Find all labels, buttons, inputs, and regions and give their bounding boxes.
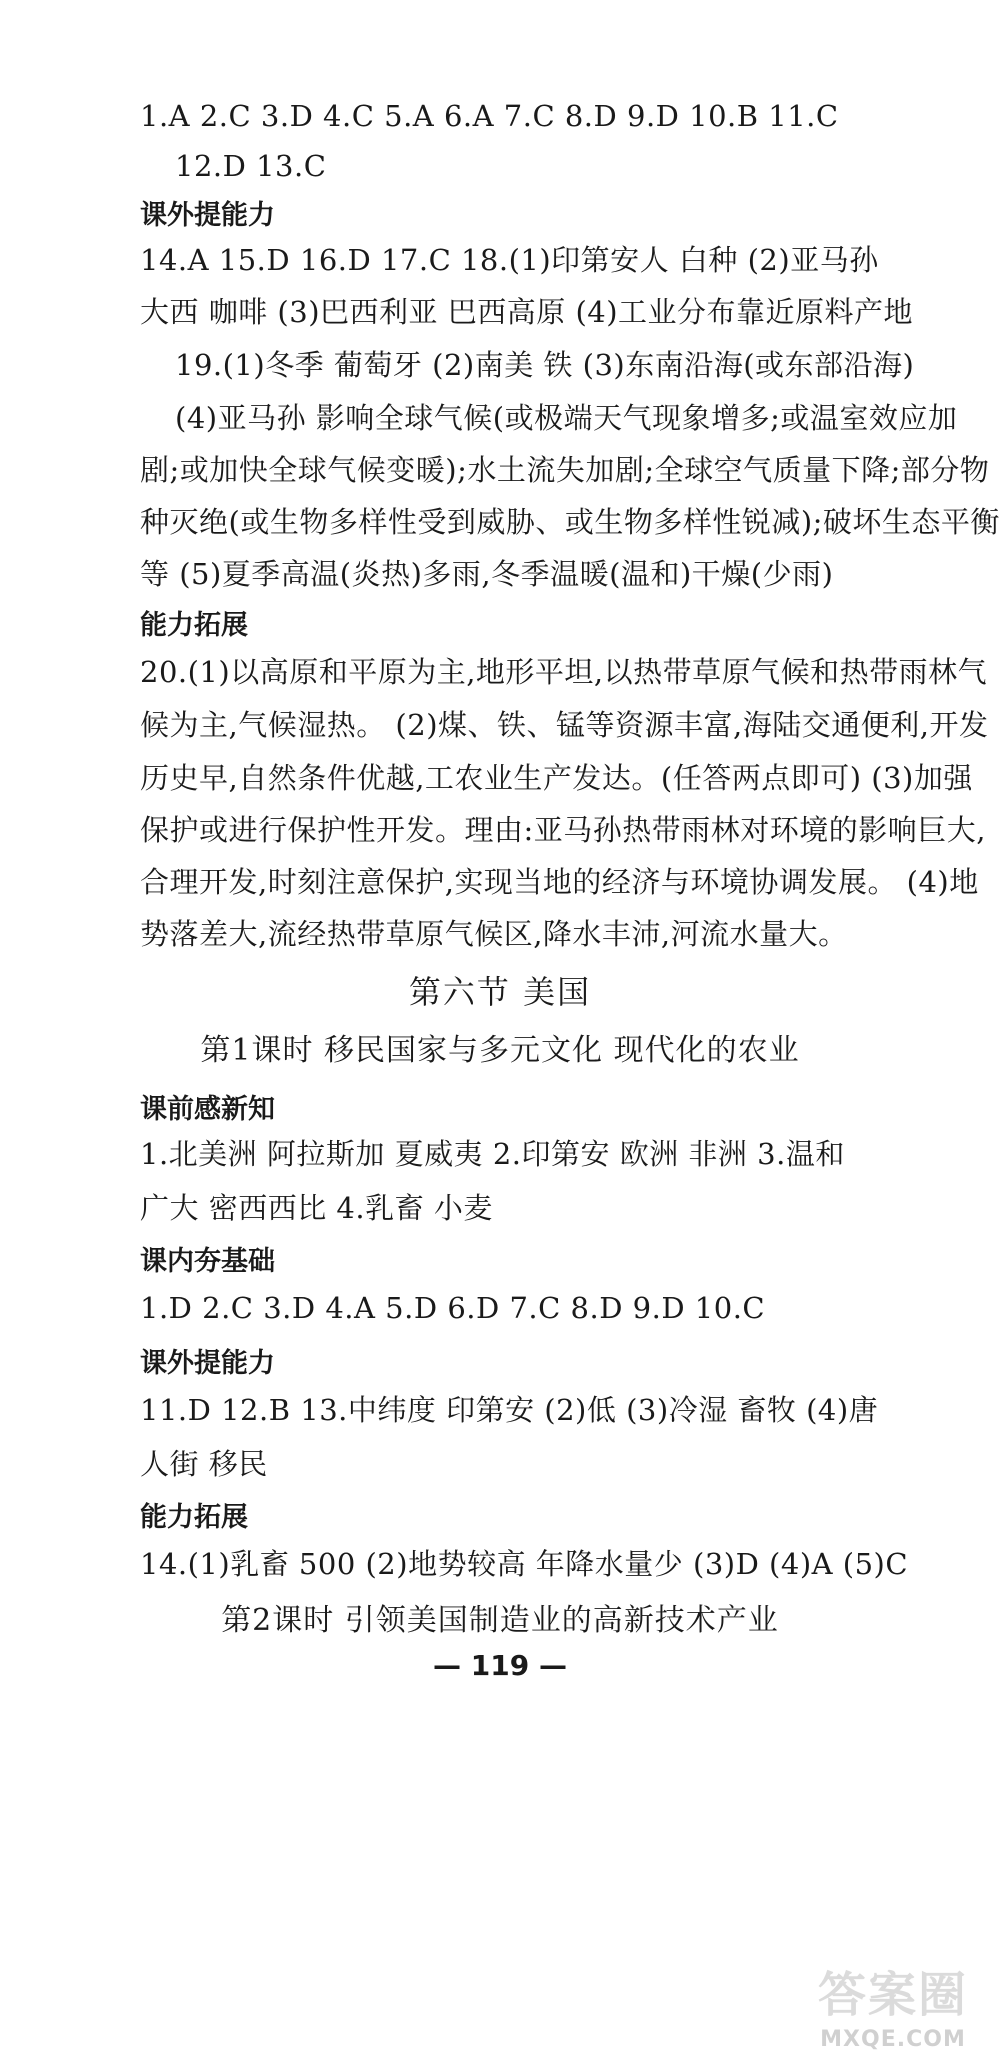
heading-extension-1: 能力拓展 — [140, 610, 248, 641]
answer-line-20: 人街 移民 — [140, 1447, 268, 1481]
answer-line-4: 大西 咖啡 (3)巴西利亚 巴西高原 (4)工业分布靠近原料产地 — [140, 295, 914, 329]
heading-extension-2: 能力拓展 — [140, 1502, 248, 1533]
heading-extra-ability-2: 课外提能力 — [140, 1348, 275, 1379]
answer-line-18: 1.D 2.C 3.D 4.A 5.D 6.D 7.C 8.D 9.D 10.C — [140, 1291, 766, 1325]
answer-line-16: 1.北美洲 阿拉斯加 夏威夷 2.印第安 欧洲 非洲 3.温和 — [140, 1137, 845, 1171]
answer-line-17: 广大 密西西比 4.乳畜 小麦 — [140, 1191, 493, 1225]
page-number: — 119 — — [433, 1649, 567, 1682]
watermark-logo: 答案圈 — [818, 1967, 969, 2023]
answer-line-14: 合理开发,时刻注意保护,实现当地的经济与环境协调发展。 (4)地 — [140, 865, 979, 899]
lesson-2-title: 第2课时 引领美国制造业的高新技术产业 — [221, 1603, 779, 1638]
answer-line-5: 19.(1)冬季 葡萄牙 (2)南美 铁 (3)东南沿海(或东部沿海) — [175, 348, 915, 382]
heading-extra-ability-1: 课外提能力 — [140, 200, 275, 231]
watermark — [808, 1956, 978, 2052]
answer-line-15: 势落差大,流经热带草原气候区,降水丰沛,河流水量大。 — [140, 917, 848, 951]
answer-line-8: 种灭绝(或生物多样性受到威胁、或生物多样性锐减);破坏生态平衡 — [140, 505, 1000, 539]
answer-line-6: (4)亚马孙 影响全球气候(或极端天气现象增多;或温室效应加 — [175, 401, 958, 435]
answer-line-1: 1.A 2.C 3.D 4.C 5.A 6.A 7.C 8.D 9.D 10.B 11.C — [140, 99, 839, 133]
answer-line-2: 12.D 13.C — [175, 149, 327, 183]
answer-line-13: 保护或进行保护性开发。理由:亚马孙热带雨林对环境的影响巨大, — [140, 813, 986, 847]
answer-line-12: 历史早,自然条件优越,工农业生产发达。(任答两点即可) (3)加强 — [140, 761, 973, 795]
answer-line-10: 20.(1)以高原和平原为主,地形平坦,以热带草原气候和热带雨林气 — [140, 655, 988, 689]
watermark-text: MXQE.COM — [820, 2027, 966, 2052]
answer-line-3: 14.A 15.D 16.D 17.C 18.(1)印第安人 白种 (2)亚马孙 — [140, 243, 879, 277]
heading-pre-class: 课前感新知 — [140, 1094, 275, 1125]
answer-line-11: 候为主,气候湿热。 (2)煤、铁、锰等资源丰富,海陆交通便利,开发 — [140, 708, 989, 742]
section-title: 第六节 美国 — [408, 973, 592, 1011]
heading-in-class: 课内夯基础 — [140, 1246, 275, 1277]
answer-line-19: 11.D 12.B 13.中纬度 印第安 (2)低 (3)冷湿 畜牧 (4)唐 — [140, 1393, 879, 1427]
lesson-1-title: 第1课时 移民国家与多元文化 现代化的农业 — [200, 1033, 800, 1068]
answer-line-21: 14.(1)乳畜 500 (2)地势较高 年降水量少 (3)D (4)A (5)C — [140, 1547, 909, 1581]
answer-line-9: 等 (5)夏季高温(炎热)多雨,冬季温暖(温和)干燥(少雨) — [140, 557, 834, 591]
answer-line-7: 剧;或加快全球气候变暖);水土流失加剧;全球空气质量下降;部分物 — [140, 453, 990, 487]
